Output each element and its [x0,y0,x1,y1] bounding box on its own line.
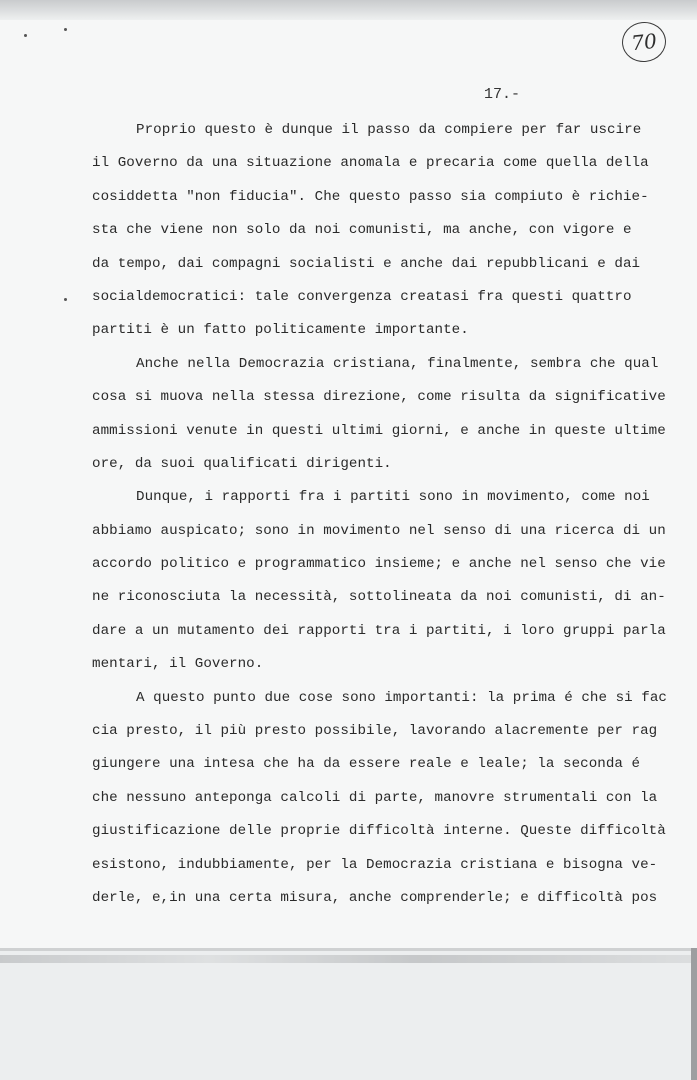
text-line: derle, e,in una certa misura, anche comprenderle; e difficoltà pos [92,889,658,906]
text-line: esistono, indubbiamente, per la Democrazia cristiana e bisogna ve- [92,856,658,873]
text-line: cia presto, il più presto possibile, lavorando alacremente per rag [92,723,658,740]
scan-speck [64,28,67,31]
text-line: giustificazione delle proprie difficoltà interne. Queste difficoltà [92,823,666,840]
text-line: socialdemocratici: tale convergenza creatasi fra questi quattro [92,288,632,305]
text-line: cosiddetta "non fiducia". Che questo passo sia compiuto è richie- [92,188,649,205]
body-text [92,114,672,915]
scan-top-edge [0,0,697,20]
folio-mark: 70 [620,20,668,64]
text-line: giungere una intesa che ha da essere reale e leale; la seconda é [92,756,641,773]
text-line: il Governo da una situazione anomala e precaria come quella della [92,155,649,172]
scan-bottom-margin [0,948,697,1080]
text-line: abbiamo auspicato; sono in movimento nel senso di una ricerca di un [92,522,666,539]
page-number: 17.- [484,86,521,103]
text-line: accordo politico e programmatico insieme; e anche nel senso che vie [92,556,666,573]
text-line: Anche nella Democrazia cristiana, finalmente, sembra che qual [136,355,659,372]
text-line: partiti è un fatto politicamente importante. [92,322,469,339]
text-line: ne riconosciuta la necessità, sottolineata da noi comunisti, di an- [92,589,666,606]
text-line: ammissioni venute in questi ultimi giorni, e anche in queste ultime [92,422,666,439]
text-line: da tempo, dai compagni socialisti e anche dai repubblicani e dai [92,255,641,272]
text-line: mentari, il Governo. [92,656,264,673]
scan-right-edge [691,948,697,1080]
text-line: ore, da suoi qualificati dirigenti. [92,455,392,472]
scan-speck [64,298,67,301]
text-line: che nessuno anteponga calcoli di parte, manovre strumentali con la [92,789,658,806]
text-line: dare a un mutamento dei rapporti tra i partiti, i loro gruppi parla [92,622,666,639]
text-line: cosa si muova nella stessa direzione, come risulta da significative [92,389,666,406]
text-line: A questo punto due cose sono importanti: la prima é che si fac [136,689,667,706]
text-line: Dunque, i rapporti fra i partiti sono in movimento, come noi [136,489,650,506]
text-line: sta che viene non solo da noi comunisti, ma anche, con vigore e [92,222,632,239]
text-line: Proprio questo è dunque il passo da compiere per far uscire [136,122,642,138]
scan-speck [24,34,27,37]
